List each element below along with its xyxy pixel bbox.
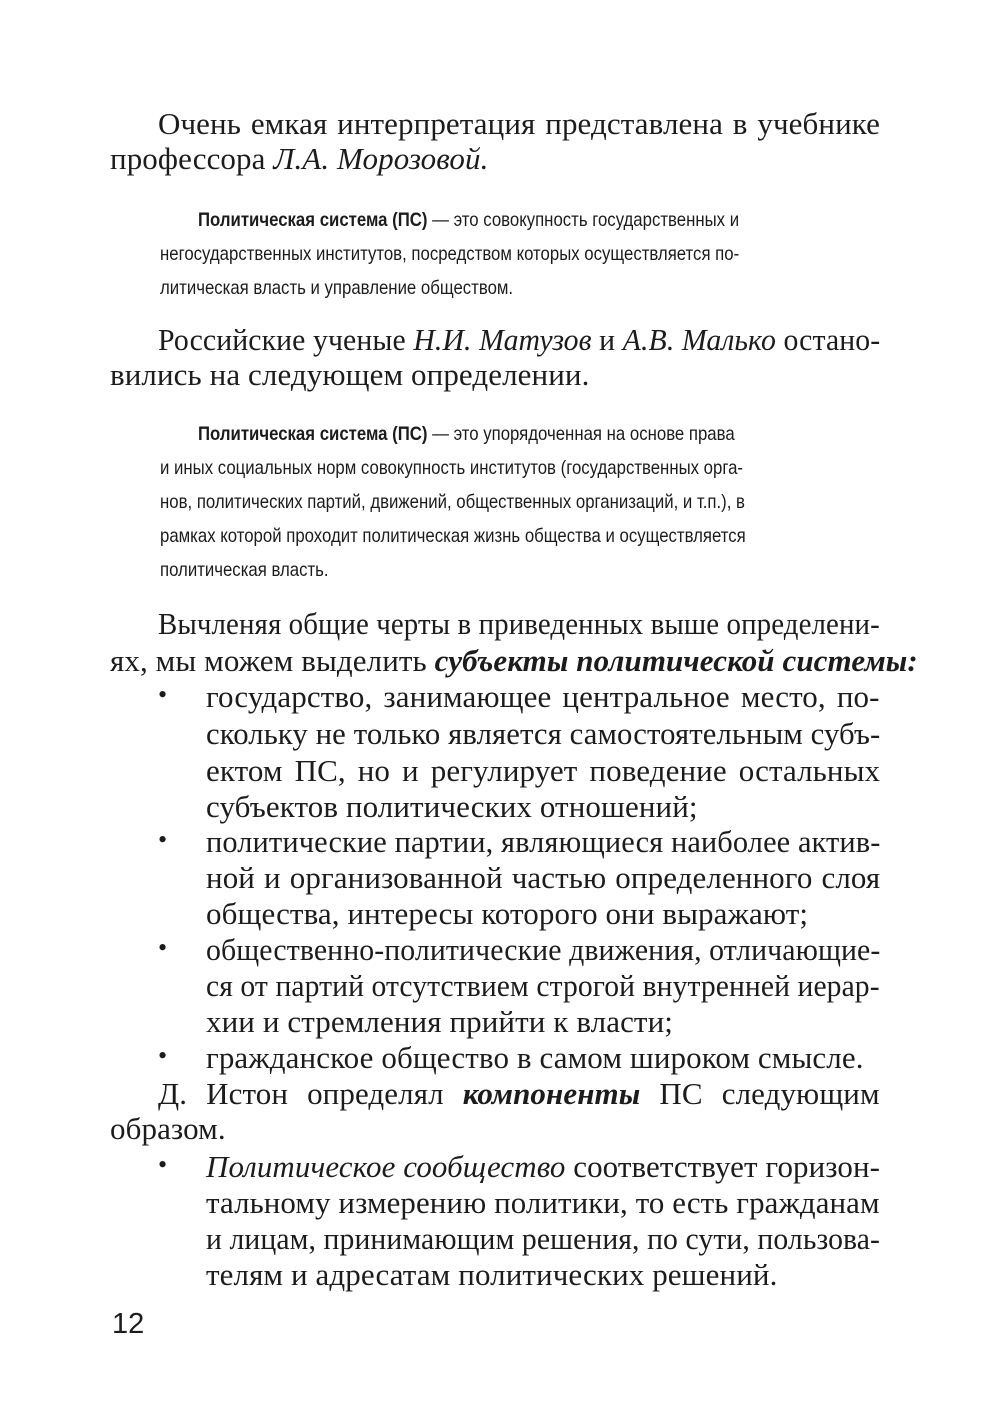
text-line: гражданское общество в самом широком смысле.: [206, 1040, 864, 1075]
page-number: 12: [112, 1308, 145, 1340]
author-name: А.В. Малько: [622, 322, 776, 357]
text-line: телям и адресатам политических решений.: [206, 1257, 778, 1292]
text-line: общества, интересы которого они выражают;: [206, 896, 809, 931]
text-span: — это совокупность государственных и: [427, 209, 740, 231]
text-line: Очень емкая интерпретация представлена в учебнике: [158, 106, 881, 141]
definition-line: и иных социальных норм совокупность институтов (государственных орга-: [160, 457, 743, 479]
definition-line: негосударственных институтов, посредством которых осуществляется по-: [160, 243, 740, 265]
text-line: и лицам, принимающим решения, по сути, пользова-: [206, 1221, 881, 1256]
emphasis-text: субъекты политической системы:: [434, 643, 918, 678]
text-line: [158, 322, 880, 357]
text-line: [110, 643, 918, 678]
text-line: Вычленяя общие черты в приведенных выше определени-: [158, 606, 880, 641]
bullet-marker: •: [158, 933, 168, 962]
text-line: хии и стремления прийти к власти;: [206, 1004, 673, 1039]
bullet-marker: •: [158, 680, 168, 709]
text-line: ной и организованной частью определенного слоя: [206, 860, 881, 895]
definition-term: Политическая система (ПС): [198, 423, 428, 445]
definition-line: нов, политических партий, движений, общественных организаций, и т.п.), в: [160, 491, 745, 513]
definition-line: политическая власть.: [160, 559, 329, 581]
text-line: государство, занимающее центральное место, по-: [206, 679, 880, 714]
text-line: вились на следующем определении.: [110, 357, 590, 392]
text-line: [158, 1076, 880, 1111]
text-span: соответствует горизон-: [565, 1149, 881, 1184]
text-line: субъектов политических отношений;: [206, 789, 698, 824]
text-span: и: [591, 322, 623, 357]
text-span: остано-: [775, 322, 881, 357]
text-span: ПС следующим: [640, 1076, 880, 1111]
definition-line: [198, 417, 735, 452]
text-line: [110, 141, 488, 176]
bullet-marker: •: [158, 1041, 168, 1070]
author-name: Н.И. Матузов: [413, 322, 592, 357]
text-line: скольку не только является самостоятельным субъ-: [206, 716, 881, 751]
text-line: общественно-политические движения, отличающие-: [206, 932, 881, 967]
emphasis-text: компоненты: [462, 1076, 641, 1111]
text-line: тальному измерению политики, то есть гражданам: [206, 1185, 880, 1220]
text-span: профессора: [110, 141, 274, 176]
text-span: Российские ученые: [158, 322, 414, 357]
text-line: ся от партий отсутствием строгой внутренней иерар-: [206, 968, 880, 1003]
definition-term: Политическая система (ПС): [198, 209, 428, 231]
text-line: ектом ПС, но и регулирует поведение остальных: [206, 753, 881, 788]
text-line: [206, 1149, 880, 1184]
bullet-marker: •: [158, 1150, 168, 1179]
emphasis-text: Политическое сообщество: [206, 1149, 566, 1184]
text-span: — это упорядоченная на основе права: [427, 423, 735, 445]
definition-line: литическая власть и управление обществом.: [160, 277, 514, 299]
definition-line: [198, 203, 739, 238]
text-span: Д. Истон определял: [158, 1076, 463, 1111]
text-line: образом.: [110, 1111, 226, 1146]
text-line: политические партии, являющиеся наиболее актив-: [206, 824, 881, 859]
author-name: Л.А. Морозовой.: [273, 141, 489, 176]
definition-line: рамках которой проходит политическая жизнь общества и осуществляется: [160, 525, 746, 547]
text-span: ях, мы можем выделить: [110, 643, 435, 678]
bullet-marker: •: [158, 825, 168, 854]
